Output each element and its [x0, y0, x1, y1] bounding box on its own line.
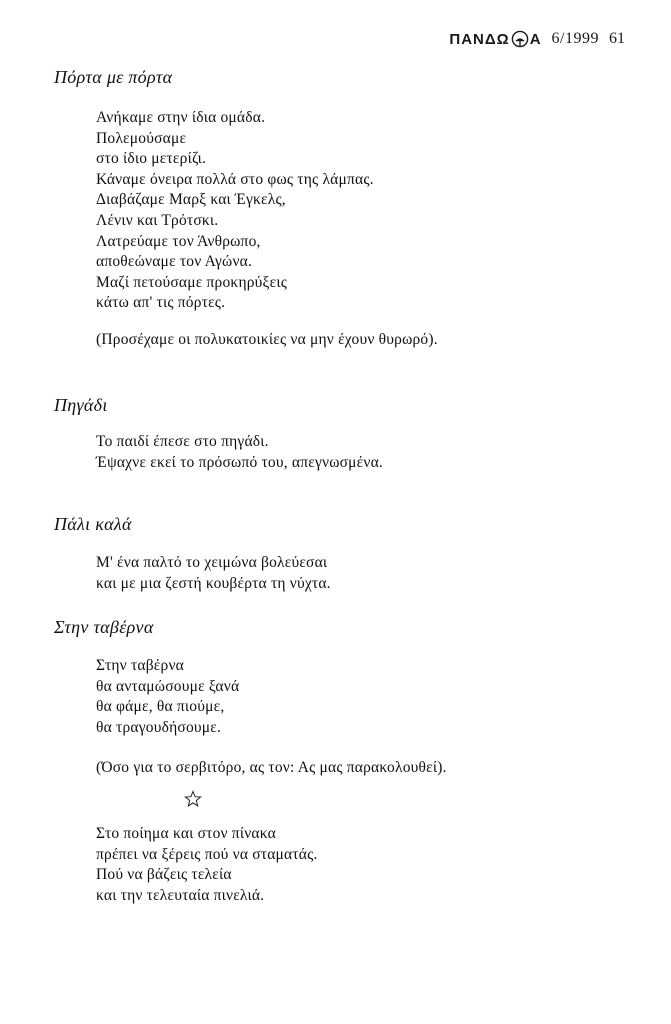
masthead-text-start: ΠΑΝΔΩ: [449, 30, 510, 48]
poem-line: αποθεώναμε τον Αγώνα.: [96, 253, 253, 271]
poem-line: Λατρεύαμε τον Άνθρωπο,: [96, 232, 261, 250]
poem-4-stanza-2: [96, 758, 447, 779]
poem-line: Στην ταβέρνα: [96, 657, 184, 674]
issue-number: 6/1999: [551, 30, 599, 47]
poem-line: στο ίδιο μετερίζι.: [96, 150, 207, 168]
page-number: 61: [609, 30, 625, 47]
poem-title-pali-kala: Πάλι καλά: [54, 514, 132, 534]
poem-line: Έψαχνε εκεί το πρόσωπό του, απεγνωσμένα.: [96, 453, 383, 471]
poem-line: (Προσέχαμε οι πολυκατοικίες να μην έχουν θυρωρό).: [96, 331, 438, 348]
poem-line: Λένιν και Τρότσκι.: [96, 211, 219, 229]
poem-line: Το παιδί έπεσε στο πηγάδι.: [96, 433, 269, 450]
poem-line: Κάναμε όνειρα πολλά στο φως της λάμπας.: [96, 170, 374, 188]
poem-line: και με μια ζεστή κουβέρτα τη νύχτα.: [96, 574, 331, 592]
poem-line: κάτω απ' τις πόρτες.: [96, 294, 226, 312]
poem-3-stanza-1: [96, 553, 331, 594]
poem-1-stanza-1: [96, 108, 374, 314]
poem-line: πρέπει να ξέρεις πού να σταματάς.: [96, 845, 318, 863]
poem-line: Πολεμούσαμε: [96, 129, 187, 147]
poem-1-stanza-2: [96, 330, 438, 351]
poem-line: θα φάμε, θα πιούμε,: [96, 698, 225, 716]
poem-title-pigadi: Πηγάδι: [54, 395, 108, 415]
poem-line: Μαζί πετούσαμε προκηρύξεις: [96, 273, 288, 291]
poem-line: Μ' ένα παλτό το χειμώνα βολεύεσαι: [96, 554, 328, 571]
poem-line: (Όσο για το σερβιτόρο, ας τον: Ας μας παρακολουθεί).: [96, 759, 447, 776]
poem-5-stanza-1: [96, 824, 318, 906]
poem-line: και την τελευταία πινελιά.: [96, 886, 265, 904]
poem-line: Στο ποίημα και στον πίνακα: [96, 825, 276, 842]
poem-line: Πού να βάζεις τελεία: [96, 866, 232, 884]
poem-4-stanza-1: [96, 656, 239, 738]
masthead-title: [449, 30, 541, 48]
poem-title-stin-taverna: Στην ταβέρνα: [54, 617, 154, 637]
lamp-in-circle-logo-icon: [511, 30, 529, 48]
star-outline-icon: [184, 790, 202, 808]
poem-line: θα ανταμώσουμε ξανά: [96, 677, 240, 695]
poem-line: θα τραγουδήσουμε.: [96, 718, 222, 736]
poem-2-stanza-1: [96, 432, 383, 473]
poem-line: Ανήκαμε στην ίδια ομάδα.: [96, 109, 266, 126]
poem-line: Διαβάζαμε Μαρξ και Έγκελς,: [96, 191, 286, 209]
poem-title-porta-me-porta: Πόρτα με πόρτα: [54, 67, 173, 87]
running-header: [449, 30, 625, 48]
masthead-text-end: Α: [529, 30, 542, 48]
